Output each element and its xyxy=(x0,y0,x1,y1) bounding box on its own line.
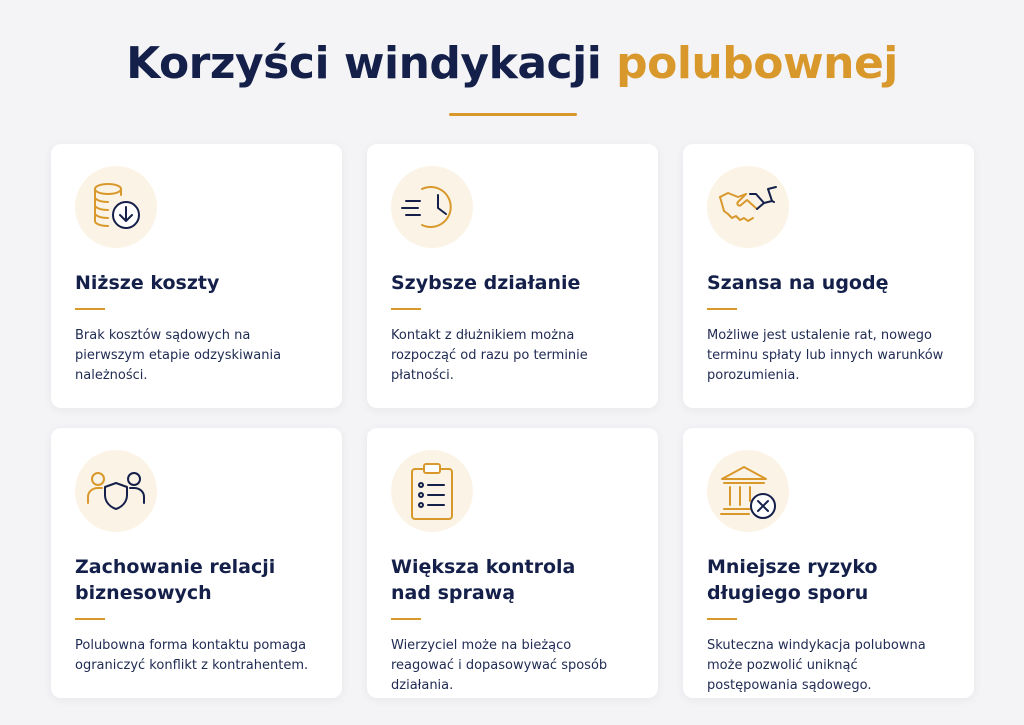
fast-clock-icon xyxy=(400,175,464,239)
page-title xyxy=(0,34,1024,94)
card-title-line2: długiego sporu xyxy=(707,582,869,604)
people-shield-icon xyxy=(84,459,148,523)
card-divider xyxy=(75,618,105,620)
card-description: Możliwe jest ustalenie rat, nowego terminu spłaty lub innych warunków porozumienia. xyxy=(707,328,944,383)
card-title-line1: Szansa na ugodę xyxy=(707,272,889,294)
card-divider xyxy=(391,308,421,310)
card-title-line1: Mniejsze ryzyko xyxy=(707,556,878,578)
icon-circle xyxy=(707,166,789,248)
benefit-card-business-relations xyxy=(51,428,342,698)
card-title-line1: Niższe koszty xyxy=(75,272,220,294)
card-title-line1: Zachowanie relacji xyxy=(75,556,276,578)
icon-circle xyxy=(75,450,157,532)
benefit-card-faster-action xyxy=(367,144,658,408)
icon-circle xyxy=(391,450,473,532)
page-title-main: Korzyści windykacji xyxy=(126,38,602,89)
card-title xyxy=(391,554,634,606)
card-title xyxy=(75,270,318,296)
card-title-line1: Szybsze działanie xyxy=(391,272,581,294)
clipboard-checklist-icon xyxy=(400,459,464,523)
benefit-card-lower-costs xyxy=(51,144,342,408)
card-description: Skuteczna windykacja polubowna może pozwolić uniknąć postępowania sądowego. xyxy=(707,638,926,693)
icon-circle xyxy=(391,166,473,248)
card-title xyxy=(75,554,318,606)
card-title-line2: biznesowych xyxy=(75,582,212,604)
benefit-card-greater-control xyxy=(367,428,658,698)
icon-circle xyxy=(707,450,789,532)
card-divider xyxy=(707,308,737,310)
card-divider xyxy=(75,308,105,310)
card-title xyxy=(707,270,950,296)
card-description: Brak kosztów sądowych na pierwszym etapie odzyskiwania należności. xyxy=(75,328,282,383)
card-description: Polubowna forma kontaktu pomaga ograniczyć konflikt z kontrahentem. xyxy=(75,638,309,673)
card-title xyxy=(707,554,950,606)
title-underline xyxy=(449,113,577,116)
handshake-icon xyxy=(716,175,780,239)
card-description: Kontakt z dłużnikiem można rozpocząć od razu po terminie płatności. xyxy=(391,328,588,383)
card-divider xyxy=(707,618,737,620)
card-description: Wierzyciel może na bieżąco reagować i dopasowywać sposób działania. xyxy=(391,638,608,693)
benefit-card-lower-dispute-risk xyxy=(683,428,974,698)
card-divider xyxy=(391,618,421,620)
benefits-grid xyxy=(51,144,974,698)
page-title-accent: polubownej xyxy=(616,38,898,89)
coins-download-icon xyxy=(84,175,148,239)
card-title xyxy=(391,270,634,296)
courthouse-cancel-icon xyxy=(716,459,780,523)
icon-circle xyxy=(75,166,157,248)
benefit-card-settlement-chance xyxy=(683,144,974,408)
card-title-line1: Większa kontrola xyxy=(391,556,576,578)
card-title-line2: nad sprawą xyxy=(391,582,516,604)
